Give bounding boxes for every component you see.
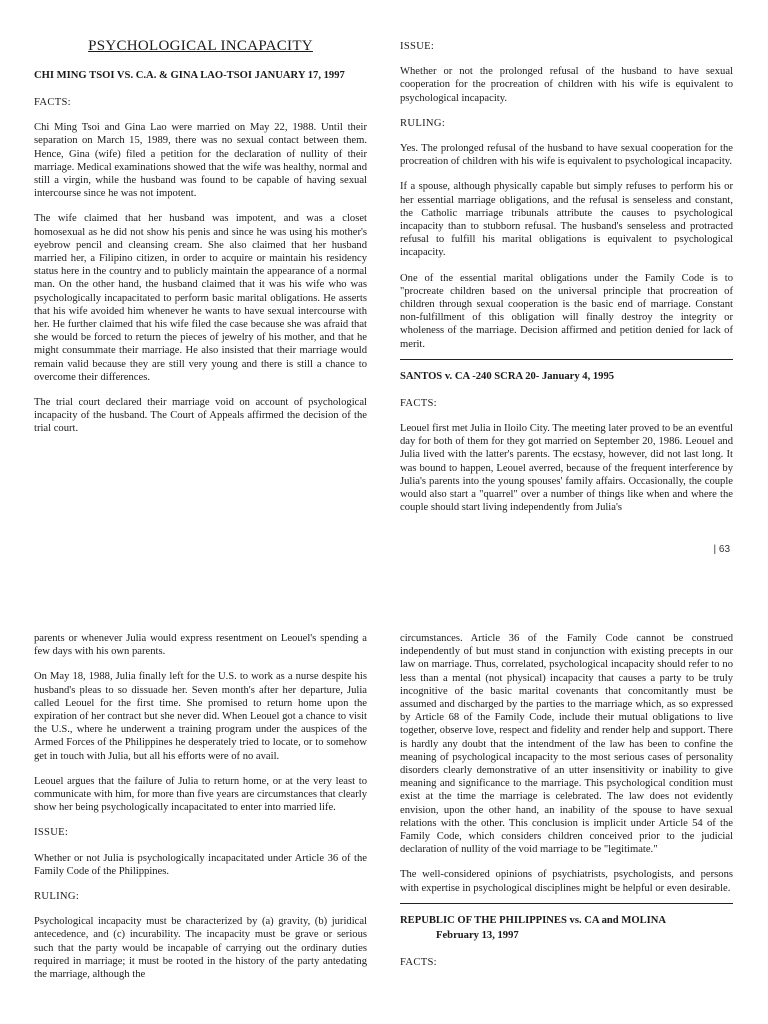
- case1-ruling-paragraph: One of the essential marital obligations under the Family Code is to "procreate children based on the universal principle that procreation of children through sexual cooperation is the basic end of marriage. Constant non-fulfillment of this obligation will finally destroy the integrity or wholeness of the marriage. Decision affirmed and petition denied for lack of merit.: [400, 272, 733, 350]
- page1-left-column: [34, 38, 367, 448]
- case2-facts-paragraph: Leouel first met Julia in Iloilo City. The meeting later proved to be an eventful day for both of them for they got married on September 20, 1986. Leouel and Julia lived with the latter's parents. The ecstasy, however, did not last long. It was bound to happen, Leouel averred, because of the frequent interference by Julia's parents into the young spouses' family affairs. Occasionally, the couple would also start a "quarrel" over a number of things like when and where the couple should start living independently from Julia's: [400, 423, 733, 514]
- case2-ruling-paragraph: The well-considered opinions of psychiatrists, psychologists, and persons with expertise in psychological disciplines might be helpful or even desirable.: [400, 869, 733, 894]
- page2-right-column: [400, 632, 733, 981]
- case1-facts-paragraph: The trial court declared their marriage void on account of psychological incapacity of the husband. The Court of Appeals affirmed the decision of the trial court.: [34, 397, 367, 435]
- case2-ruling-paragraph: circumstances. Article 36 of the Family Code cannot be construed independently of but must stand in conjunction with existing precepts in our law on marriage. Thus, correlated, psychological incapacity should refer to no less than a mental (not physical) incapacity that causes a party to be truly incognitive of the basic marital covenants that concomitantly must be assumed and discharged by the parties to the marriage which, as so expressed by Article 68 of the Family Code, include their mutual obligations to live together, observe love, respect and fidelity and render help and support. There is hardly any doubt that the intendment of the law has been to confine the meaning of psychological incapacity to the most serious cases of personality disorders clearly demonstrative of an utter insensitivity or inability to give meaning and significance to the marriage. This psychological condition must exist at the time the marriage is celebrated. The law does not evidently envision, upon the other hand, an inability of the spouse to have sexual relations with the other. This conclusion is implicit under Article 54 of the Family Code, which considers children conceived prior to the judicial declaration of nullity of the void marriage to be "legitimate.": [400, 633, 733, 856]
- case2-ruling-label: RULING:: [34, 891, 80, 903]
- case3-date: February 13, 1997: [436, 929, 519, 941]
- case1-heading: CHI MING TSOI VS. C.A. & GINA LAO-TSOI JANUARY 17, 1997: [34, 70, 345, 81]
- case2-ruling-paragraph: Psychological incapacity must be characterized by (a) gravity, (b) juridical antecedence, and (c) incurability. The incapacity must be grave or serious such that the party would be incapable of carrying out the ordinary duties required in marriage; it must be rooted in the history of the party antedating the marriage, although the: [34, 916, 367, 981]
- case2-facts-paragraph: Leouel argues that the failure of Julia to return home, or at the very least to communicate with him, for more than five years are circumstances that clearly show her being psychologically incapacitated to enter into married life.: [34, 775, 367, 814]
- case2-facts-paragraph: parents or whenever Julia would express resentment on Leouel's spending a few days with his own parents.: [34, 633, 367, 658]
- page-gap: [0, 578, 768, 617]
- case2-facts-label: FACTS:: [400, 397, 437, 409]
- case1-facts-paragraph: The wife claimed that her husband was impotent, and was a closet homosexual as he did not show his penis and since he was using his mother's eyebrow pencil and cleansing cream. She also claimed that her husband married her, a Filipino citizen, in order to acquire or maintain his residency status here in the country and to publicly maintain the appearance of a normal man. On the other hand, the husband claimed that it was his wife who was psychologically incapacitated to perform basic marital obligations. He asserts that his wife avoided him whenever he wants to have sexual intercourse with her. He further claimed that his wife filed the case because she was afraid that she would be forced to return the pieces of jewelry of his mother, and that he might consummate their marriage. He also insisted that their marriage would remain valid because they are still very young and there is still a chance to overcome their differences.: [34, 213, 367, 383]
- page1-right-column: [400, 40, 733, 526]
- section-divider: [400, 903, 733, 904]
- case1-ruling-label: RULING:: [400, 117, 446, 129]
- case2-issue-text: Whether or not Julia is psychologically incapacitated under Article 36 of the Family Code of the Philippines.: [34, 852, 367, 877]
- case3-facts-label: FACTS:: [400, 956, 437, 968]
- case1-issue-text: Whether or not the prolonged refusal of the husband to have sexual cooperation for the procreation of children with his wife is equivalent to psychological incapacity.: [400, 66, 733, 104]
- case1-ruling-paragraph: If a spouse, although physically capable but simply refuses to perform his or her essential marriage obligations, and the refusal is senseless and constant, the Catholic marriage tribunals attribute the causes to psychological incapacity than to stubborn refusal. The husband's senseless and protracted refusal to fulfill his marital obligations is equivalent to psychological incapacity.: [400, 181, 733, 259]
- case1-facts-paragraph: Chi Ming Tsoi and Gina Lao were married on May 22, 1988. Until their separation on March 15, 1989, there was no sexual contact between them. Hence, Gina (wife) filed a petition for the declaration of nullity of their marriage. Medical examinations showed that the wife was healthy, normal and still a virgin, while the husband was found to be capable of having sexual intercourse since he was not impotent.: [34, 122, 367, 200]
- case1-issue-label: ISSUE:: [400, 41, 435, 52]
- case2-facts-paragraph: On May 18, 1988, Julia finally left for the U.S. to work as a nurse despite his husband's pleas to so dissuade her. Seven month's after her departure, Julia called Leouel for the first time. She promised to return home upon the expiration of her contract but she never did. When Leouel got a chance to visit the U.S., where he underwent a training program under the auspices of the Armed Forces of the Philippines he desperately tried to locate, or to somehow get in touch with Julia, but all his efforts were of no avail.: [34, 671, 367, 762]
- case1-facts-label: FACTS:: [34, 97, 71, 108]
- case2-issue-label: ISSUE:: [34, 827, 69, 839]
- page-64: [0, 617, 768, 1024]
- case1-ruling-paragraph: Yes. The prolonged refusal of the husband to have sexual cooperation for the procreation of children with his wife is equivalent to psychological incapacity.: [400, 143, 733, 168]
- page-title: PSYCHOLOGICAL INCAPACITY: [88, 38, 313, 54]
- case2-heading: SANTOS v. CA -240 SCRA 20- January 4, 1995: [400, 370, 615, 382]
- page-number: | 63: [713, 544, 730, 555]
- section-divider: [400, 359, 733, 360]
- page2-left-column: [34, 632, 367, 993]
- case3-heading: REPUBLIC OF THE PHILIPPINES vs. CA and MOLINA: [400, 914, 667, 926]
